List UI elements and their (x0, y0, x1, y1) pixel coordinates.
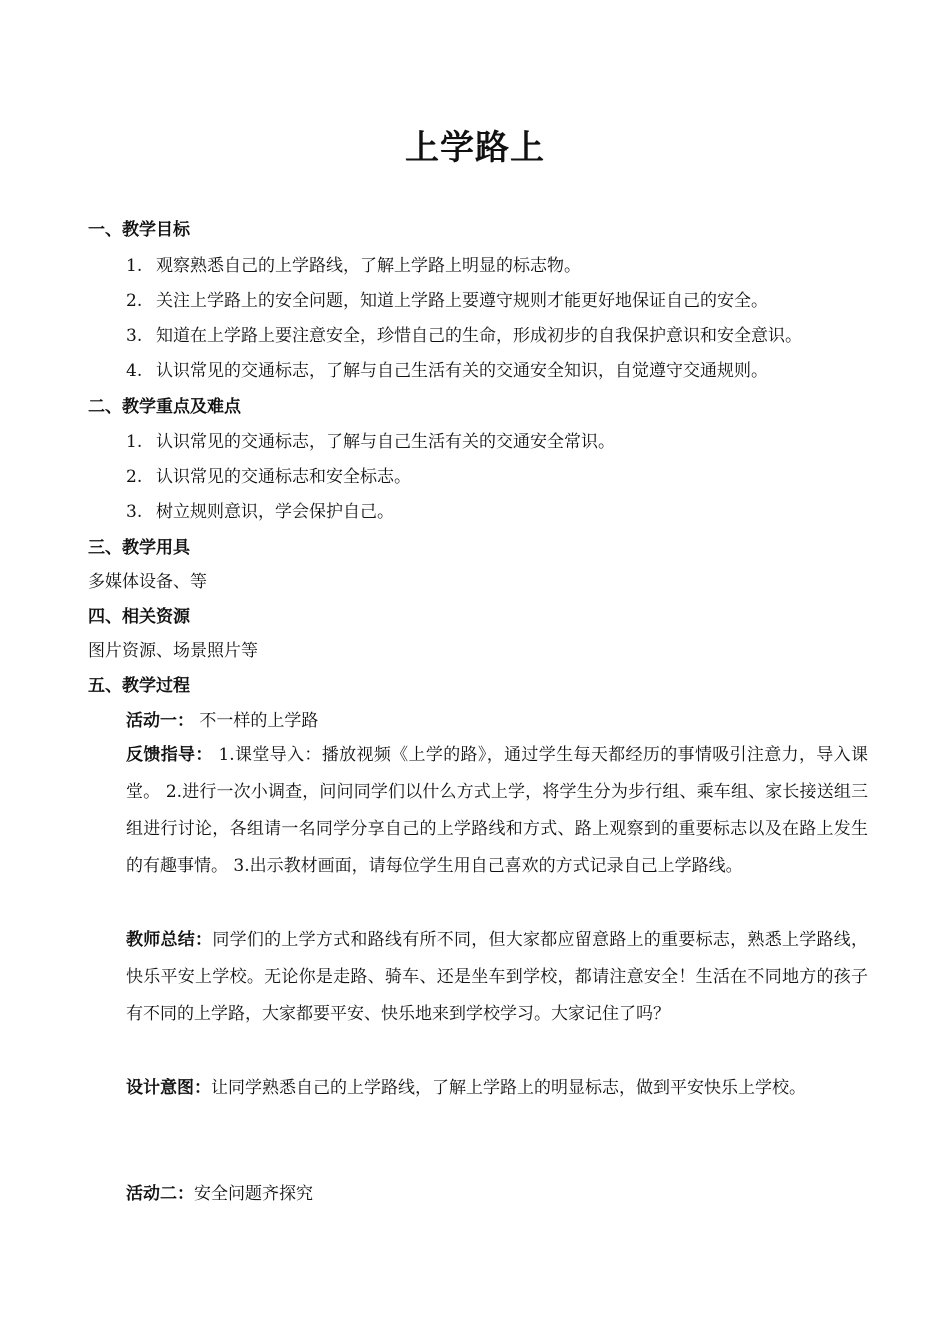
design-label: 设计意图： (126, 1078, 211, 1098)
section-heading-key-points: 二、教学重点及难点 (88, 397, 241, 417)
section-heading-tools: 三、教学用具 (88, 538, 190, 558)
feedback-paragraph (126, 737, 868, 885)
list-text: 认识常见的交通标志，了解与自己生活有关的交通安全常识。 (156, 432, 615, 452)
design-paragraph (126, 1070, 868, 1107)
tools-text: 多媒体设备、等 (88, 572, 207, 592)
list-text: 观察熟悉自己的上学路线，了解上学路上明显的标志物。 (156, 256, 581, 276)
activity-one-text: 不一样的上学路 (194, 711, 319, 731)
list-number: 3. (126, 326, 143, 346)
activity-two (126, 1182, 313, 1206)
goal-item (126, 359, 768, 383)
resources-text: 图片资源、场景照片等 (88, 641, 258, 661)
list-text: 关注上学路上的安全问题，知道上学路上要遵守规则才能更好地保证自己的安全。 (156, 291, 768, 311)
section-heading-process: 五、教学过程 (88, 676, 190, 696)
list-number: 3. (126, 502, 143, 522)
list-text: 认识常见的交通标志和安全标志。 (156, 467, 411, 487)
list-number: 1. (126, 256, 143, 276)
feedback-label: 反馈指导： (126, 745, 213, 765)
key-point-item (126, 465, 411, 489)
feedback-text: 1.课堂导入：播放视频《上学的路》，通过学生每天都经历的事情吸引注意力，导入课堂。 2.进行一次小调查，问问同学们以什么方式上学，将学生分为步行组、乘车组、家长接送组三组进行讨论，各组请一名同学分享自己的上学路线和方式、路上观察到的重要标志以及在路上发生的有趣事情。 3.出示教材画面，请每位学生用自己喜欢的方式记录自己上学路线。 (126, 745, 869, 876)
list-number: 2. (126, 291, 143, 311)
document-title: 上学路上 (405, 128, 545, 168)
summary-label: 教师总结： (126, 930, 213, 950)
activity-one-label: 活动一： (126, 711, 194, 731)
goal-item (126, 254, 581, 278)
key-point-item (126, 430, 615, 454)
activity-two-label: 活动二： (126, 1184, 194, 1204)
list-text: 知道在上学路上要注意安全，珍惜自己的生命，形成初步的自我保护意识和安全意识。 (156, 326, 802, 346)
activity-one (126, 709, 318, 733)
design-text: 让同学熟悉自己的上学路线，了解上学路上的明显标志，做到平安快乐上学校。 (211, 1078, 806, 1098)
summary-text: 同学们的上学方式和路线有所不同，但大家都应留意路上的重要标志，熟悉上学路线，快乐平安上学校。无论你是走路、骑车、还是坐车到学校，都请注意安全！生活在不同地方的孩子有不同的上学路，大家都要平安、快乐地来到学校学习。大家记住了吗？ (126, 930, 869, 1024)
list-text: 认识常见的交通标志，了解与自己生活有关的交通安全知识，自觉遵守交通规则。 (156, 361, 768, 381)
summary-paragraph (126, 922, 868, 1033)
activity-two-text: 安全问题齐探究 (194, 1184, 313, 1204)
goal-item (126, 324, 802, 348)
section-heading-resources: 四、相关资源 (88, 607, 190, 627)
list-number: 1. (126, 432, 143, 452)
key-point-item (126, 500, 394, 524)
list-text: 树立规则意识，学会保护自己。 (156, 502, 394, 522)
list-number: 2. (126, 467, 143, 487)
goal-item (126, 289, 768, 313)
section-heading-goals: 一、教学目标 (88, 220, 190, 240)
list-number: 4. (126, 361, 143, 381)
